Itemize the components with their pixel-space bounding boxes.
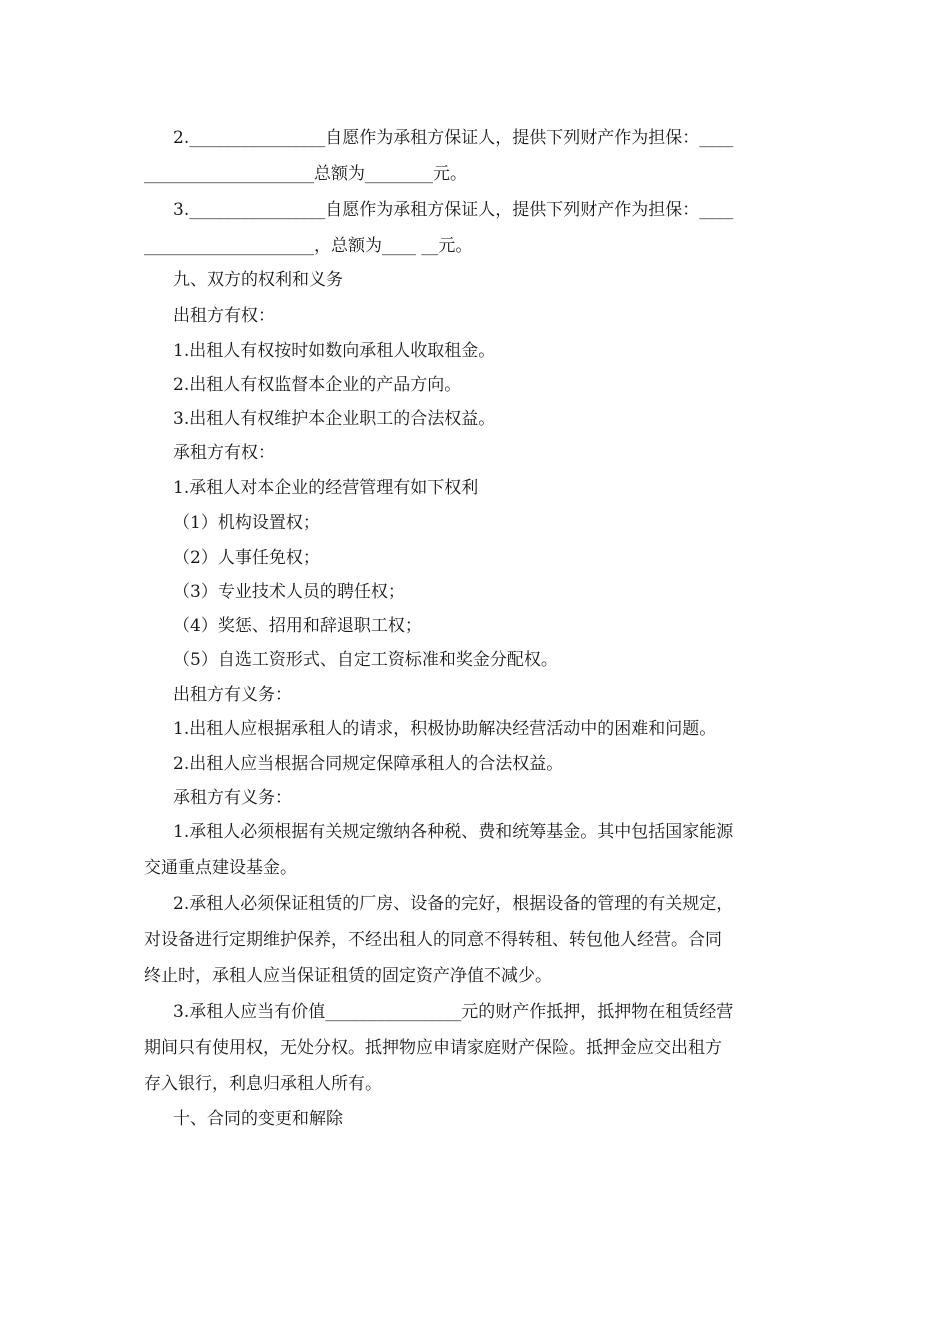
lessor-duties-heading: 出租方有义务：: [173, 685, 292, 705]
section-9-heading: 九、双方的权利和义务: [173, 270, 343, 290]
lessee-duties-heading: 承租方有义务：: [173, 788, 292, 808]
lessee-duty-1-line-2: 交通重点建设基金。: [144, 858, 297, 878]
lessee-right-1-sub-3: （3）专业技术人员的聘任权；: [173, 582, 405, 602]
guarantor-2-line-2: ____________________总额为________元。: [144, 164, 467, 184]
lessor-right-3: 3.出租人有权维护本企业职工的合法权益。: [173, 409, 496, 429]
lessor-rights-heading: 出租方有权：: [173, 306, 275, 326]
lessee-right-1-sub-1: （1）机构设置权；: [173, 513, 320, 533]
section-10-heading: 十、合同的变更和解除: [173, 1109, 343, 1129]
guarantor-2-line-1: 2.________________自愿作为承租方保证人，提供下列财产作为担保：____: [173, 128, 734, 148]
lessor-duty-1: 1.出租人应根据承租人的请求，积极协助解决经营活动中的困难和问题。: [173, 719, 717, 739]
lessee-duty-3-line-1: 3.承租人应当有价值________________元的财产作抵押，抵押物在租赁经营: [173, 1002, 734, 1022]
lessee-duty-2-line-2: 对设备进行定期维护保养，不经出租人的同意不得转租、转包他人经营。合同: [144, 930, 722, 950]
lessee-right-1-sub-5: （5）自选工资形式、自定工资标准和奖金分配权。: [173, 650, 558, 670]
lessee-right-1-sub-2: （2）人事任免权；: [173, 548, 320, 568]
guarantor-3-line-2: ____________________，总额为____ __元。: [144, 236, 473, 256]
lessee-duty-2-line-3: 终止时，承租人应当保证租赁的固定资产净值不减少。: [144, 966, 552, 986]
lessor-right-2: 2.出租人有权监督本企业的产品方向。: [173, 375, 462, 395]
lessor-right-1: 1.出租人有权按时如数向承租人收取租金。: [173, 341, 496, 361]
guarantor-3-line-1: 3.________________自愿作为承租方保证人，提供下列财产作为担保：____: [173, 200, 734, 220]
lessee-right-1-sub-4: （4）奖惩、招用和辞退职工权；: [173, 616, 422, 636]
lessee-right-1: 1.承租人对本企业的经营管理有如下权利: [173, 478, 479, 498]
lessee-duty-2-line-1: 2.承租人必须保证租赁的厂房、设备的完好，根据设备的管理的有关规定，: [173, 894, 734, 914]
lessor-duty-2: 2.出租人应当根据合同规定保障承租人的合法权益。: [173, 754, 564, 774]
lessee-duty-3-line-3: 存入银行，利息归承租人所有。: [144, 1074, 382, 1094]
lessee-rights-heading: 承租方有权：: [173, 443, 275, 463]
lessee-duty-1-line-1: 1.承租人必须根据有关规定缴纳各种税、费和统筹基金。其中包括国家能源: [173, 822, 734, 842]
lessee-duty-3-line-2: 期间只有使用权，无处分权。抵押物应申请家庭财产保险。抵押金应交出租方: [144, 1038, 722, 1058]
